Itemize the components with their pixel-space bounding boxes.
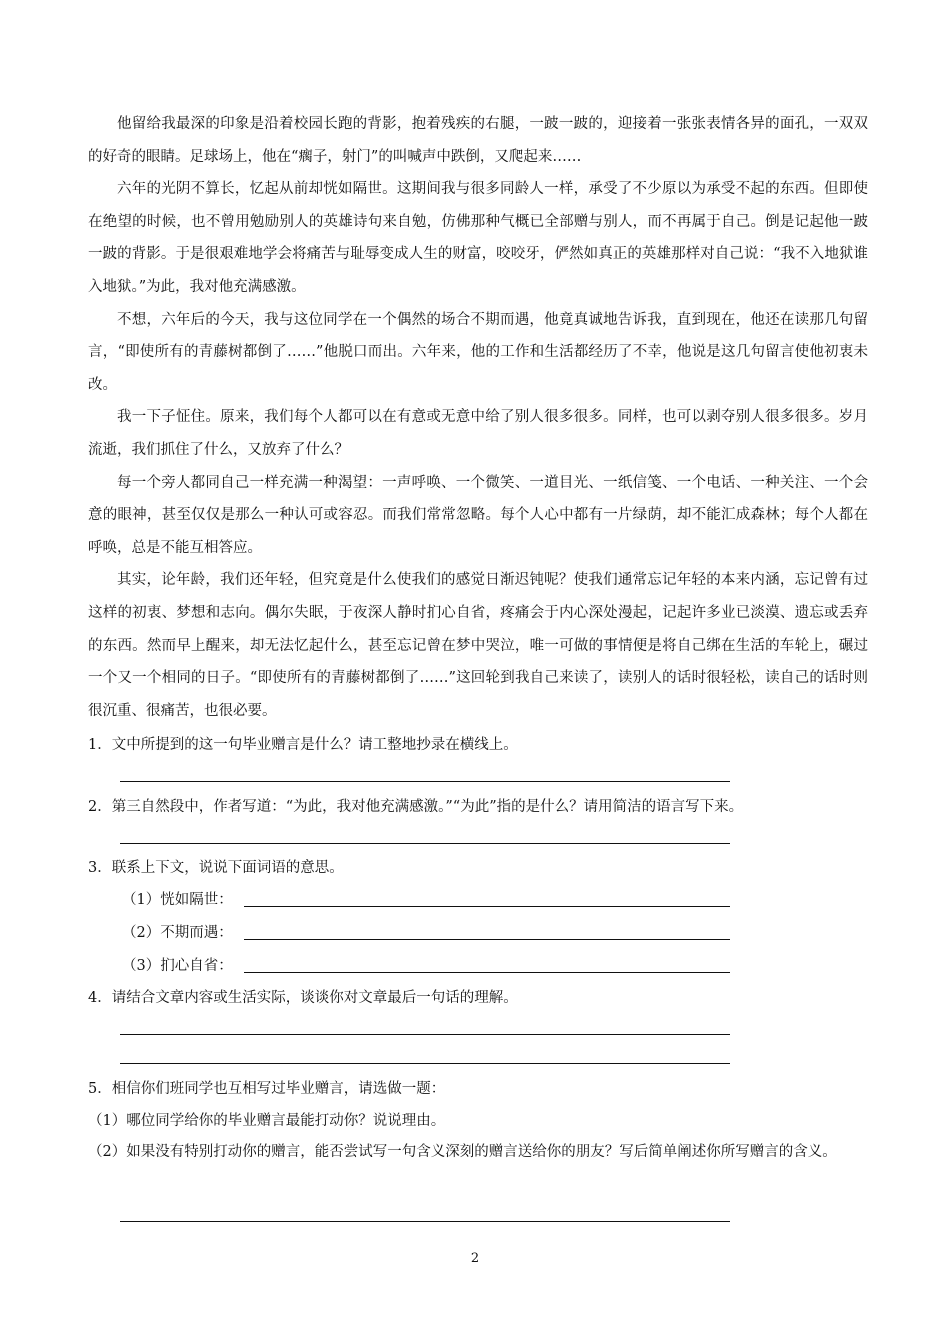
question-5: 5．相信你们班同学也互相写过毕业赠言，请选做一题：: [88, 1081, 446, 1097]
answer-line-q3-1[interactable]: [244, 906, 730, 907]
question-5-option-1: （1）哪位同学给你的毕业赠言最能打动你？说说理由。: [88, 1113, 446, 1129]
page-number: 2: [470, 1251, 480, 1266]
answer-line-q3-2[interactable]: [244, 939, 730, 940]
question-3-item-2: （2）不期而遇：: [122, 925, 233, 941]
question-1: 1．文中所提到的这一句毕业赠言是什么？请工整地抄录在横线上。: [88, 737, 518, 753]
passage-paragraph-4: 我一下子怔住。原来，我们每个人都可以在有意或无意中给了别人很多很多。同样，也可以剥夺别人很多很多。岁月流逝，我们抓住了什么，又放弃了什么？: [88, 409, 868, 458]
answer-line-q4-2[interactable]: [120, 1063, 730, 1064]
question-5-option-2: （2）如果没有特别打动你的赠言，能否尝试写一句含义深刻的赠言送给你的朋友？写后简单阐述你所写赠言的含义。: [88, 1144, 837, 1160]
answer-line-q1[interactable]: [120, 781, 730, 782]
question-2: 2．第三自然段中，作者写道：“为此，我对他充满感激。”“为此”指的是什么？请用简洁的语言写下来。: [88, 799, 744, 815]
question-3-item-3: （3）扪心自省：: [122, 958, 233, 974]
question-3-item-1: （1）恍如隔世：: [122, 892, 233, 908]
question-3: 3．联系上下文，说说下面词语的意思。: [88, 860, 344, 876]
answer-line-q2[interactable]: [120, 843, 730, 844]
passage-paragraph-2: 六年的光阴不算长，忆起从前却恍如隔世。这期间我与很多同龄人一样，承受了不少原以为承受不起的东西。但即使在绝望的时候，也不曾用勉励别人的英雄诗句来自勉，仿佛那种气概已全部赠与别人，而不再属于自己。倒是记起他一跛一跛的背影。于是很艰难地学会将痛苦与耻辱变成人生的财富，咬咬牙，俨然如真正的英雄那样对自己说：“我不入地狱谁入地狱。”为此，我对他充满感激。: [88, 181, 868, 295]
passage-paragraph-3: 不想，六年后的今天，我与这位同学在一个偶然的场合不期而遇，他竟真诚地告诉我，直到现在，他还在读那几句留言，“即使所有的青藤树都倒了……”他脱口而出。六年来，他的工作和生活都经历了不幸，他说是这几句留言使他初衷未改。: [88, 311, 868, 393]
passage-paragraph-1: 他留给我最深的印象是沿着校园长跑的背影，抱着残疾的右腿，一跛一跛的，迎接着一张张表情各异的面孔，一双双的好奇的眼睛。足球场上，他在“瘸子，射门”的叫喊声中跌倒，又爬起来……: [88, 116, 868, 165]
passage-paragraph-5: 每一个旁人都同自己一样充满一种渴望：一声呼唤、一个微笑、一道目光、一纸信笺、一个电话、一种关注、一个会意的眼神，甚至仅仅是那么一种认可或容忍。而我们常常忽略。每个人心中都有一片绿荫，却不能汇成森林；每个人都在呼唤，总是不能互相答应。: [88, 474, 868, 556]
passage-paragraph-6: 其实，论年龄，我们还年轻，但究竟是什么使我们的感觉日渐迟钝呢？使我们通常忘记年轻的本来内涵，忘记曾有过这样的初衷、梦想和志向。偶尔失眠，于夜深人静时扪心自省，疼痛会于内心深处漫起，记起许多业已淡漠、遗忘或丢弃的东西。然而早上醒来，却无法忆起什么，甚至忘记曾在梦中哭泣，唯一可做的事情便是将自己绑在生活的车轮上，碾过一个又一个相同的日子。“即使所有的青藤树都倒了……”这回轮到我自己来读了，读别人的话时很轻松，读自己的话时则很沉重、很痛苦，也很必要。: [88, 572, 868, 719]
answer-line-q4-1[interactable]: [120, 1034, 730, 1035]
question-4: 4．请结合文章内容或生活实际，谈谈你对文章最后一句话的理解。: [88, 990, 518, 1006]
answer-line-q3-3[interactable]: [244, 972, 730, 973]
passage: [88, 108, 868, 727]
answer-line-q5[interactable]: [120, 1221, 730, 1222]
